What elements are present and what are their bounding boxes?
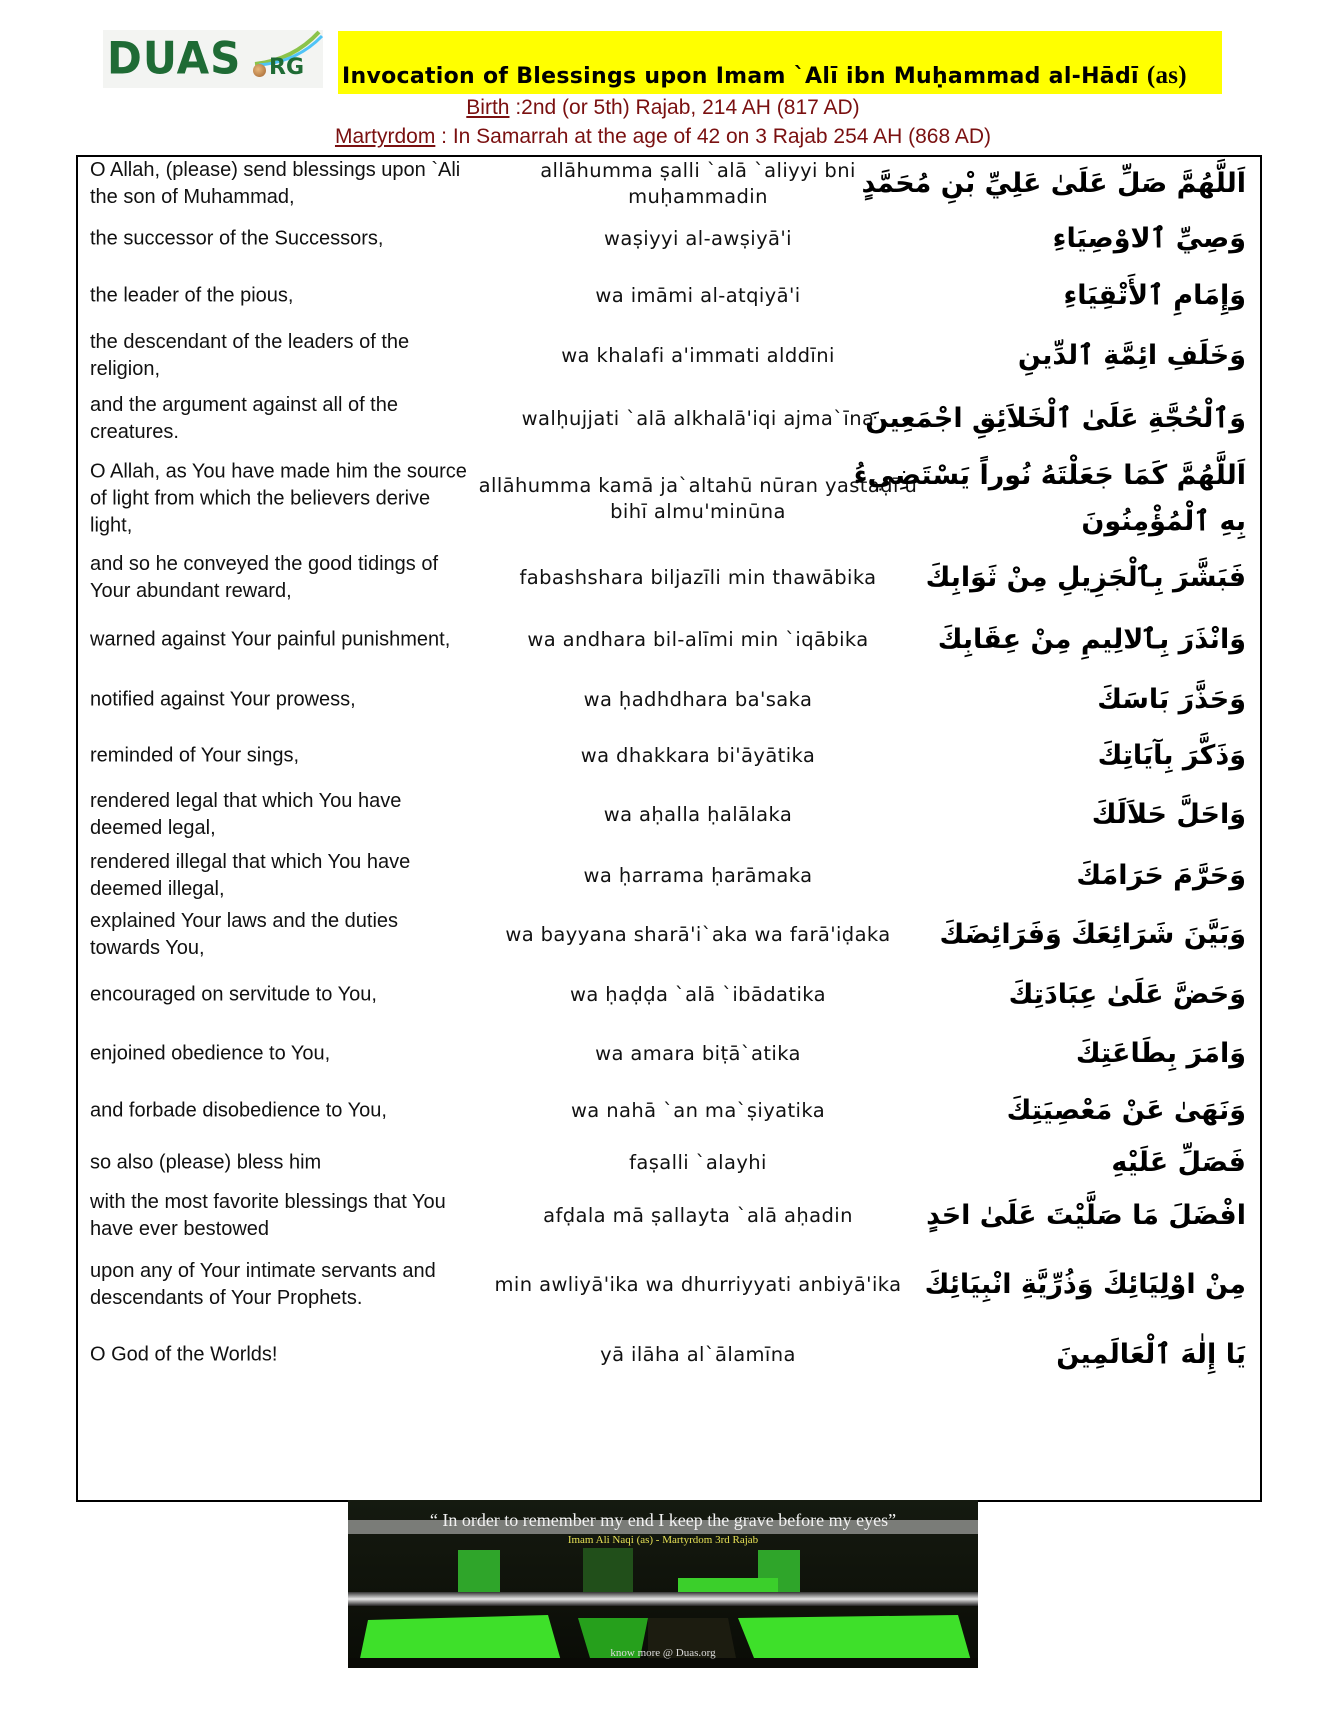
- transliteration: wa nahā `an ma`ṣiyatika: [570, 1099, 826, 1122]
- arabic-text: وَحَضَّ عَلَىٰ عِبَادَتِكَ: [1008, 979, 1246, 1010]
- english-translation: the descendant of the leaders of the religion,: [90, 331, 410, 380]
- english-translation: the leader of the pious,: [90, 284, 294, 307]
- arabic-text: مِنْ اوْلِيَائِكَ وَذُرِّيَّةِ انْبِيَائِكَ: [924, 1269, 1246, 1300]
- dua-row: [78, 1025, 1260, 1083]
- english-translation: rendered illegal that which You have deemed illegal,: [90, 851, 411, 900]
- arabic-text: وَٱلْحُجَّةِ عَلَىٰ ٱلْخَلاَئِقِ اجْمَعِينَ: [865, 403, 1246, 434]
- english-translation: and forbade disobedience to You,: [90, 1099, 387, 1122]
- dua-row: [78, 783, 1260, 847]
- english-translation: upon any of Your intimate servants and descendants of Your Prophets.: [90, 1260, 436, 1309]
- transliteration: walḥujjati `alā alkhalā'iqi ajma`īna: [521, 407, 875, 430]
- transliteration: min awliyā'ika wa dhurriyyati anbiyā'ika: [494, 1273, 902, 1296]
- transliteration: wa amara biṭā`atika: [595, 1042, 801, 1065]
- transliteration: allāhumma ṣalli `alā `aliyyi bni muḥammadin: [540, 159, 856, 208]
- dua-row: [78, 671, 1260, 729]
- english-translation: with the most favorite blessings that You have ever bestowed: [90, 1191, 446, 1240]
- transliteration: wa ḥadhdhara ba'saka: [583, 688, 813, 711]
- transliteration: wa ḥarrama ḥarāmaka: [583, 864, 813, 887]
- logo-globe-icon: [253, 64, 266, 77]
- arabic-text: وَخَلَفِ ائِمَّةِ ٱلدِّينِ: [1017, 340, 1246, 371]
- transliteration: fabashshara biljazīli min thawābika: [519, 566, 877, 589]
- transliteration: wa bayyana sharā'i`aka wa farā'iḍaka: [505, 923, 891, 946]
- dua-row: [78, 1245, 1260, 1325]
- english-translation: encouraged on servitude to You,: [90, 983, 377, 1006]
- dua-row: [78, 1325, 1260, 1385]
- english-translation: notified against Your prowess,: [90, 688, 356, 711]
- transliteration: afḍala mā ṣallayta `alā aḥadin: [543, 1204, 853, 1227]
- arabic-text: وَصِيِّ ٱلاوْصِيَاءِ: [1052, 223, 1246, 254]
- transliteration: allāhumma kamā ja`altahū nūran yastaḍī'u bihī almu'minūna: [478, 474, 918, 523]
- transliteration: faṣalli `alayhi: [629, 1151, 767, 1174]
- memorial-attribution: Imam Ali Naqi (as) - Martyrdom 3rd Rajab: [567, 1534, 759, 1546]
- dua-row: [78, 387, 1260, 451]
- arabic-text: وَحَرَّمَ حَرَامَكَ: [1076, 860, 1246, 891]
- transliteration: wa imāmi al-atqiyā'i: [595, 284, 801, 307]
- dua-row: [78, 1187, 1260, 1245]
- transliteration: wa ḥaḍḍa `alā `ibādatika: [570, 983, 826, 1006]
- english-translation: O Allah, (please) send blessings upon `Ali the son of Muhammad,: [90, 159, 461, 208]
- memorial-link[interactable]: know more @ Duas.org: [610, 1647, 716, 1659]
- logo-suffix: RG: [269, 55, 304, 80]
- dua-row: [78, 729, 1260, 783]
- martyrdom-info: [0, 125, 1326, 149]
- english-translation: the successor of the Successors,: [90, 227, 384, 250]
- dua-row: [78, 1083, 1260, 1139]
- english-translation: O God of the Worlds!: [90, 1343, 278, 1366]
- arabic-text: يَا إِلٰهَ ٱلْعَالَمِينَ: [1056, 1339, 1246, 1370]
- arabic-text: وَحَذَّرَ بَاسَكَ: [1097, 684, 1246, 715]
- birth-label[interactable]: Birth: [466, 96, 510, 119]
- arabic-text: فَبَشَّرَ بِٱلْجَزِيلِ مِنْ ثَوَابِكَ: [925, 562, 1246, 593]
- memorial-banner-image: [348, 1500, 978, 1668]
- transliteration: wa andhara bil-alīmi min `iqābika: [527, 628, 869, 651]
- dua-row: [78, 157, 1260, 211]
- dua-row: [78, 267, 1260, 325]
- arabic-text: اَللَّهُمَّ كَمَا جَعَلْتَهُ نُوراً يَسْتَضِيءُ بِهِ ٱلْمُؤْمِنُونَ: [853, 460, 1246, 537]
- transliteration: wa aḥalla ḥalālaka: [603, 803, 793, 826]
- page-title-suffix: (as): [1146, 62, 1187, 89]
- english-translation: so also (please) bless him: [90, 1151, 322, 1174]
- dua-row: [78, 609, 1260, 671]
- birth-info: [0, 96, 1326, 120]
- dua-row: [78, 905, 1260, 965]
- arabic-text: فَصَلِّ عَلَيْهِ: [1111, 1147, 1246, 1178]
- arabic-text: وَامَرَ بِطَاعَتِكَ: [1075, 1038, 1246, 1069]
- martyrdom-label[interactable]: Martyrdom: [334, 125, 436, 148]
- english-translation: warned against Your painful punishment,: [90, 628, 451, 651]
- english-translation: and so he conveyed the good tidings of Your abundant reward,: [90, 553, 439, 602]
- transliteration: wa khalafi a'immati alddīni: [561, 344, 835, 367]
- dua-row: [78, 211, 1260, 267]
- dua-table: [76, 155, 1262, 1502]
- memorial-quote: “ In order to remember my end I keep the grave before my eyes”: [429, 1510, 897, 1530]
- arabic-text: وَنَهَىٰ عَنْ مَعْصِيَتِكَ: [1006, 1095, 1246, 1126]
- arabic-text: اَللَّهُمَّ صَلِّ عَلَىٰ عَلِيِّ بْنِ مُحَمَّدٍ: [861, 168, 1246, 199]
- arabic-text: وَذَكَّرَ بِآيَاتِكَ: [1097, 740, 1246, 771]
- title-banner: [338, 31, 1222, 94]
- arabic-text: وَانْذَرَ بِٱلالِيمِ مِنْ عِقَابِكَ: [937, 624, 1246, 655]
- dua-row: [78, 965, 1260, 1025]
- transliteration: wa dhakkara bi'āyātika: [580, 744, 816, 767]
- english-translation: explained Your laws and the duties towards You,: [90, 910, 399, 959]
- duas-org-logo[interactable]: [103, 30, 323, 88]
- transliteration: yā ilāha al`ālamīna: [600, 1343, 796, 1366]
- transliteration: waṣiyyi al-awṣiyā'i: [604, 227, 792, 250]
- english-translation: O Allah, as You have made him the source of light from which the believers derive light,: [90, 460, 467, 537]
- english-translation: rendered legal that which You have deemed legal,: [90, 790, 402, 839]
- dua-row: [78, 1139, 1260, 1187]
- page-title: [342, 62, 1187, 90]
- dua-row: [78, 547, 1260, 609]
- dua-row: [78, 847, 1260, 905]
- martyrdom-text: : In Samarrah at the age of 42 on 3 Rajab 254 AH (868 AD): [435, 125, 992, 148]
- dua-row: [78, 325, 1260, 387]
- english-translation: and the argument against all of the creatures.: [90, 394, 398, 443]
- dua-row: [78, 451, 1260, 547]
- arabic-text: افْضَلَ مَا صَلَّيْتَ عَلَىٰ احَدٍ: [926, 1200, 1246, 1231]
- arabic-text: وَإِمَامِ ٱلأَتْقِيَاءِ: [1063, 280, 1246, 311]
- page-title-text: Invocation of Blessings upon Imam `Alī ibn Muḥammad al-Hādī: [342, 64, 1139, 89]
- logo-wordmark: DUAS: [107, 32, 242, 85]
- english-translation: enjoined obedience to You,: [90, 1042, 331, 1065]
- arabic-text: وَبَيَّنَ شَرَائِعَكَ وَفَرَائِضَكَ: [939, 919, 1246, 950]
- arabic-text: وَاحَلَّ حَلاَلَكَ: [1091, 799, 1246, 830]
- birth-text: :2nd (or 5th) Rajab, 214 AH (817 AD): [509, 96, 860, 119]
- english-translation: reminded of Your sings,: [90, 744, 300, 767]
